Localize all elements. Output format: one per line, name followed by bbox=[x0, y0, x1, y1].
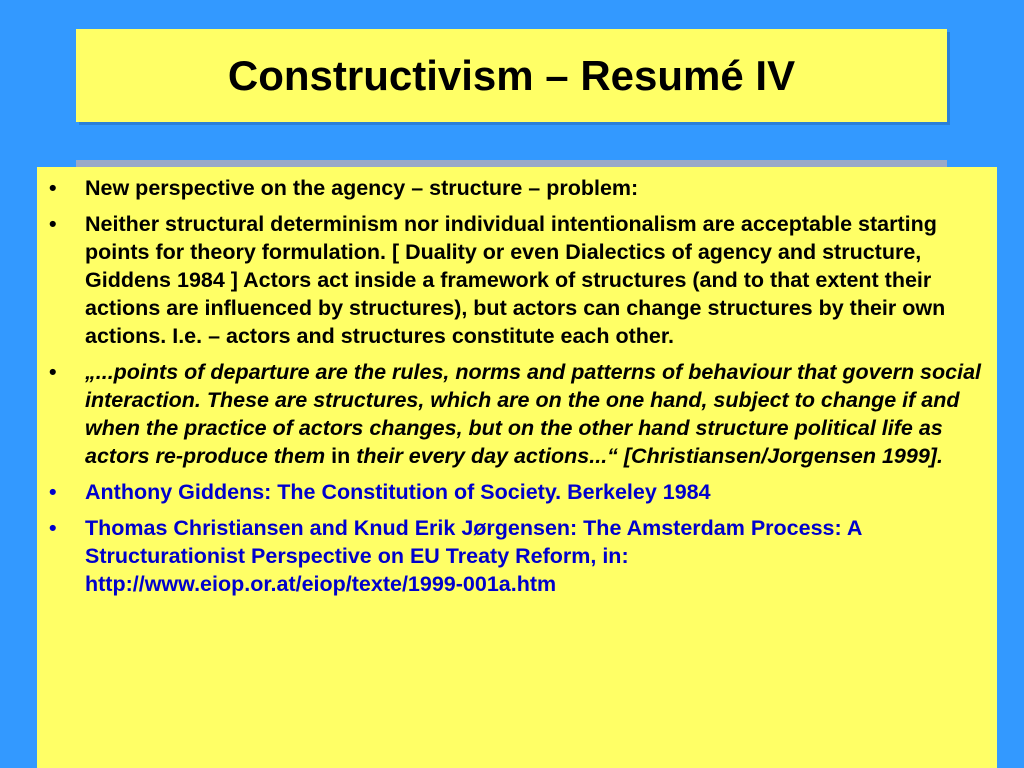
quote-text-part-3: their every day actions...“ [Christiansen/Jorgensen 1999]. bbox=[356, 444, 943, 468]
bullet-item-quote bbox=[37, 358, 997, 470]
bullet-icon: • bbox=[49, 516, 57, 540]
bullet-list bbox=[37, 174, 997, 606]
bullet-text: Neither structural determinism nor individual intentionalism are acceptable starting points for theory formulation. [ Duality or even Dialectics of agency and structure, Giddens 1984 ] Actors act inside a framework of structures (and to that extent their actions are influenced by structures), but actors can change structures by their own actions. I.e. – actors and structures constitute each other. bbox=[85, 212, 946, 348]
reference-text: Thomas Christiansen and Knud Erik Jørgensen: The Amsterdam Process: A Structurationist Perspective on EU Treaty Reform, in: http://www.eiop.or.at/eiop/texte/1999-001a.htm bbox=[85, 516, 862, 596]
quote-text-part-1: „...points of departure are the rules, norms and patterns of behaviour that govern social interaction. These are structures, which are on the one hand, subject to change if and when the practice of actors changes, but on the other hand structure political life as actors re-produce them bbox=[85, 360, 981, 468]
bullet-item-duality bbox=[37, 210, 997, 350]
bullet-icon: • bbox=[49, 212, 57, 236]
quote-text-part-2: in bbox=[325, 444, 357, 468]
bullet-icon: • bbox=[49, 360, 57, 384]
content-box bbox=[37, 167, 997, 768]
title-box bbox=[76, 29, 947, 122]
bullet-text: New perspective on the agency – structure – problem: bbox=[85, 176, 639, 200]
bullet-item-reference-christiansen bbox=[37, 514, 997, 598]
reference-text: Anthony Giddens: The Constitution of Society. Berkeley 1984 bbox=[85, 480, 711, 504]
bullet-item-reference-giddens bbox=[37, 478, 997, 506]
bullet-item-agency-structure bbox=[37, 174, 997, 202]
bullet-icon: • bbox=[49, 176, 57, 200]
bullet-icon: • bbox=[49, 480, 57, 504]
slide-title: Constructivism – Resumé IV bbox=[227, 51, 796, 99]
